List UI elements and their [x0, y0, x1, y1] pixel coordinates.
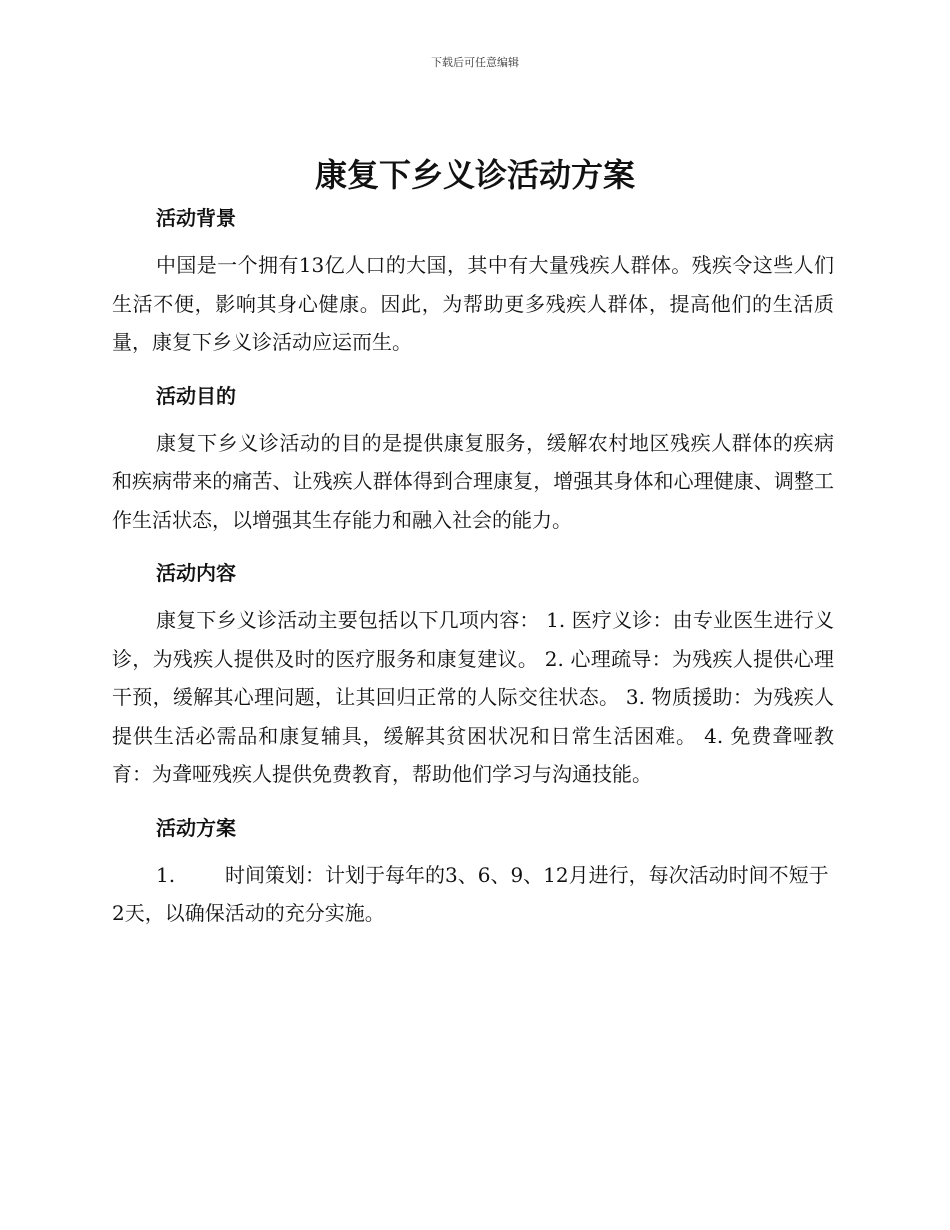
list-item-text: 时间策划：计划于每年的3、6、9、12月进行，每次活动时间不短于2天，以确保活动的充分实施。 [112, 862, 829, 925]
section-heading-plan: 活动方案 [156, 815, 236, 840]
list-item-number: 1. [156, 862, 176, 887]
section-paragraph-background: 中国是一个拥有13亿人口的大国，其中有大量残疾人群体。残疾令这些人们生活不便，影响其身心健康。因此，为帮助更多残疾人群体，提高他们的生活质量，康复下乡义诊活动应运而生。 [112, 253, 834, 354]
section-paragraph-purpose: 康复下乡义诊活动的目的是提供康复服务，缓解农村地区残疾人群体的疾病和疾病带来的痛苦、让残疾人群体得到合理康复，增强其身体和心理健康、调整工作生活状态，以增强其生存能力和融入社会的能力。 [112, 430, 834, 532]
section-heading-background: 活动背景 [156, 206, 236, 230]
section-heading-content: 活动内容 [156, 561, 236, 585]
section-heading-purpose: 活动目的 [156, 383, 236, 408]
page-header-note: 下载后可任意编辑 [431, 56, 519, 69]
document-body [112, 196, 834, 933]
list-item [112, 856, 834, 933]
section-paragraph-content: 康复下乡义诊活动主要包括以下几项内容： 1. 医疗义诊：由专业医生进行义诊，为残疾人提供及时的医疗服务和康复建议。 2. 心理疏导：为残疾人提供心理干预，缓解其心理问题，让其回归正常的人际交往状态。 3. 物质援助：为残疾人提供生活必需品和康复辅具，缓解其贫困状况和日常生活困难。 4. 免费聋哑教育：为聋哑残疾人提供免费教育，帮助他们学习与沟通技能。 [112, 608, 834, 786]
document-title: 康复下乡义诊活动方案 [314, 156, 635, 194]
